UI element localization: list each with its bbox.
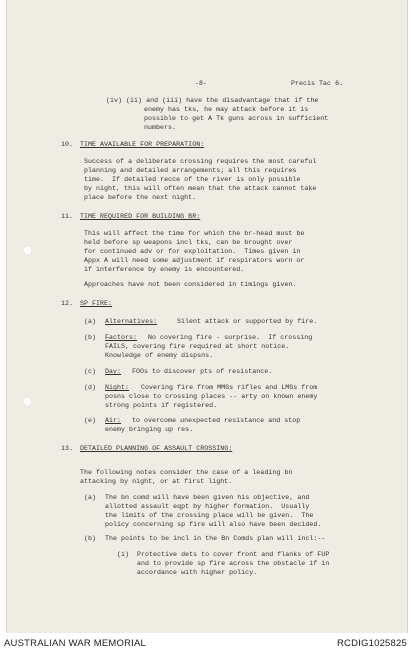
item-title: Alternatives: <box>105 318 158 325</box>
item-title: Day: <box>105 368 122 375</box>
section-10-line: by night, this will often mean that the attack cannot take <box>84 185 317 192</box>
section-11-number: 11. <box>61 213 74 220</box>
item-line: accordance with higher policy. <box>137 569 258 576</box>
item-line: strong points if registered. <box>105 402 218 409</box>
section-13-heading: DETAILED PLANNING OF ASSAULT CROSSING: <box>80 445 233 452</box>
section-12-number: 12. <box>61 300 74 307</box>
item-title: Air: <box>105 417 122 424</box>
archive-reference: RCDIG1025825 <box>337 638 407 649</box>
section-11-line: Appx A will need some adjustment if respirators worn or <box>84 257 305 264</box>
item-line: policy concerning sp fire will also have been decided. <box>105 521 322 528</box>
item-title: Night: <box>105 384 130 391</box>
section-10-line: time. If detailed recce of the river is only possible <box>84 176 301 183</box>
section-13-number: 13. <box>61 445 74 452</box>
section-10-number: 10. <box>61 141 74 148</box>
archive-name: AUSTRALIAN WAR MEMORIAL <box>4 638 147 649</box>
item-title: Factors: <box>105 334 138 341</box>
item-line: posns close to crossing places -- arty on known enemy <box>105 393 318 400</box>
item-line: allotted assault eqpt by higher formation. Usually <box>105 503 310 510</box>
item-line: the limits of the crossing place will be given. The <box>105 512 314 519</box>
item-iv-line: numbers. <box>144 124 177 131</box>
item-line: The points to be incl in the Bn Comds plan will incl:-- <box>105 535 326 542</box>
document-reference: Precis Tac 6. <box>291 80 344 87</box>
page-number: -8- <box>195 80 208 87</box>
item-line: enemy bringing up res. <box>105 426 194 433</box>
section-11-line: if interference by enemy is encountered. <box>84 266 245 273</box>
punch-hole <box>23 246 32 255</box>
item-line: FAILS, covering fire required at short notice. <box>105 343 290 350</box>
item-line: and to provide sp fire across the obstacle if in <box>137 560 330 567</box>
item-label: (i) <box>117 551 130 558</box>
item-line: Covering fire from MMGs rifles and LMGs from <box>141 384 318 391</box>
section-11-line: for continued adv or for exploitation. Times given in <box>84 248 301 255</box>
item-line: Silent attack or supported by fire. <box>177 318 318 325</box>
item-line: Protective dets to cover front and flanks of FUP <box>137 551 330 558</box>
item-iv-line: possible to get A Tk guns across in sufficient <box>144 115 329 122</box>
section-13-intro: attacking by night, or at first light. <box>80 478 233 485</box>
archive-footer <box>0 633 411 654</box>
item-line: Knowledge of enemy dispsns. <box>105 352 214 359</box>
section-10-line: place before the next night. <box>84 194 197 201</box>
item-line: The bn comd will have been given his objective, and <box>105 494 310 501</box>
section-12-heading: SP FIRE: <box>80 300 113 307</box>
section-11-note: Approaches have not been considered in timings given. <box>84 281 297 288</box>
item-label: (b) <box>84 334 97 341</box>
section-11-line: held before sp weapons incl tks, can be brought over <box>84 239 293 246</box>
item-line: FOOs to discover pts of resistance. <box>132 368 273 375</box>
item-label: (a) <box>84 318 97 325</box>
section-11-heading: TIME REQUIRED FOR BUILDING BR: <box>80 213 201 220</box>
item-label: (c) <box>84 368 97 375</box>
section-13-intro: The following notes consider the case of a leading bn <box>80 469 293 476</box>
section-10-line: planning and detailed arrangements; all this requires <box>84 167 297 174</box>
item-line: No covering fire - surprise. If crossing <box>148 334 313 341</box>
punch-hole <box>23 397 32 406</box>
section-11-line: This will affect the time for which the br-head must be <box>84 230 305 237</box>
section-10-line: Success of a deliberate crossing requires the most careful <box>84 158 317 165</box>
item-label: (a) <box>84 494 97 501</box>
item-iv-line: (iv) (ii) and (iii) have the disadvantage that if the <box>106 97 319 104</box>
item-label: (b) <box>84 535 97 542</box>
section-10-heading: TIME AVAILABLE FOR PREPARATION: <box>80 141 205 148</box>
item-line: to overcome unexpected resistance and stop <box>132 417 301 424</box>
item-label: (d) <box>84 384 97 391</box>
item-iv-line: enemy has tks, he may attack before it is <box>144 106 309 113</box>
item-label: (e) <box>84 417 97 424</box>
